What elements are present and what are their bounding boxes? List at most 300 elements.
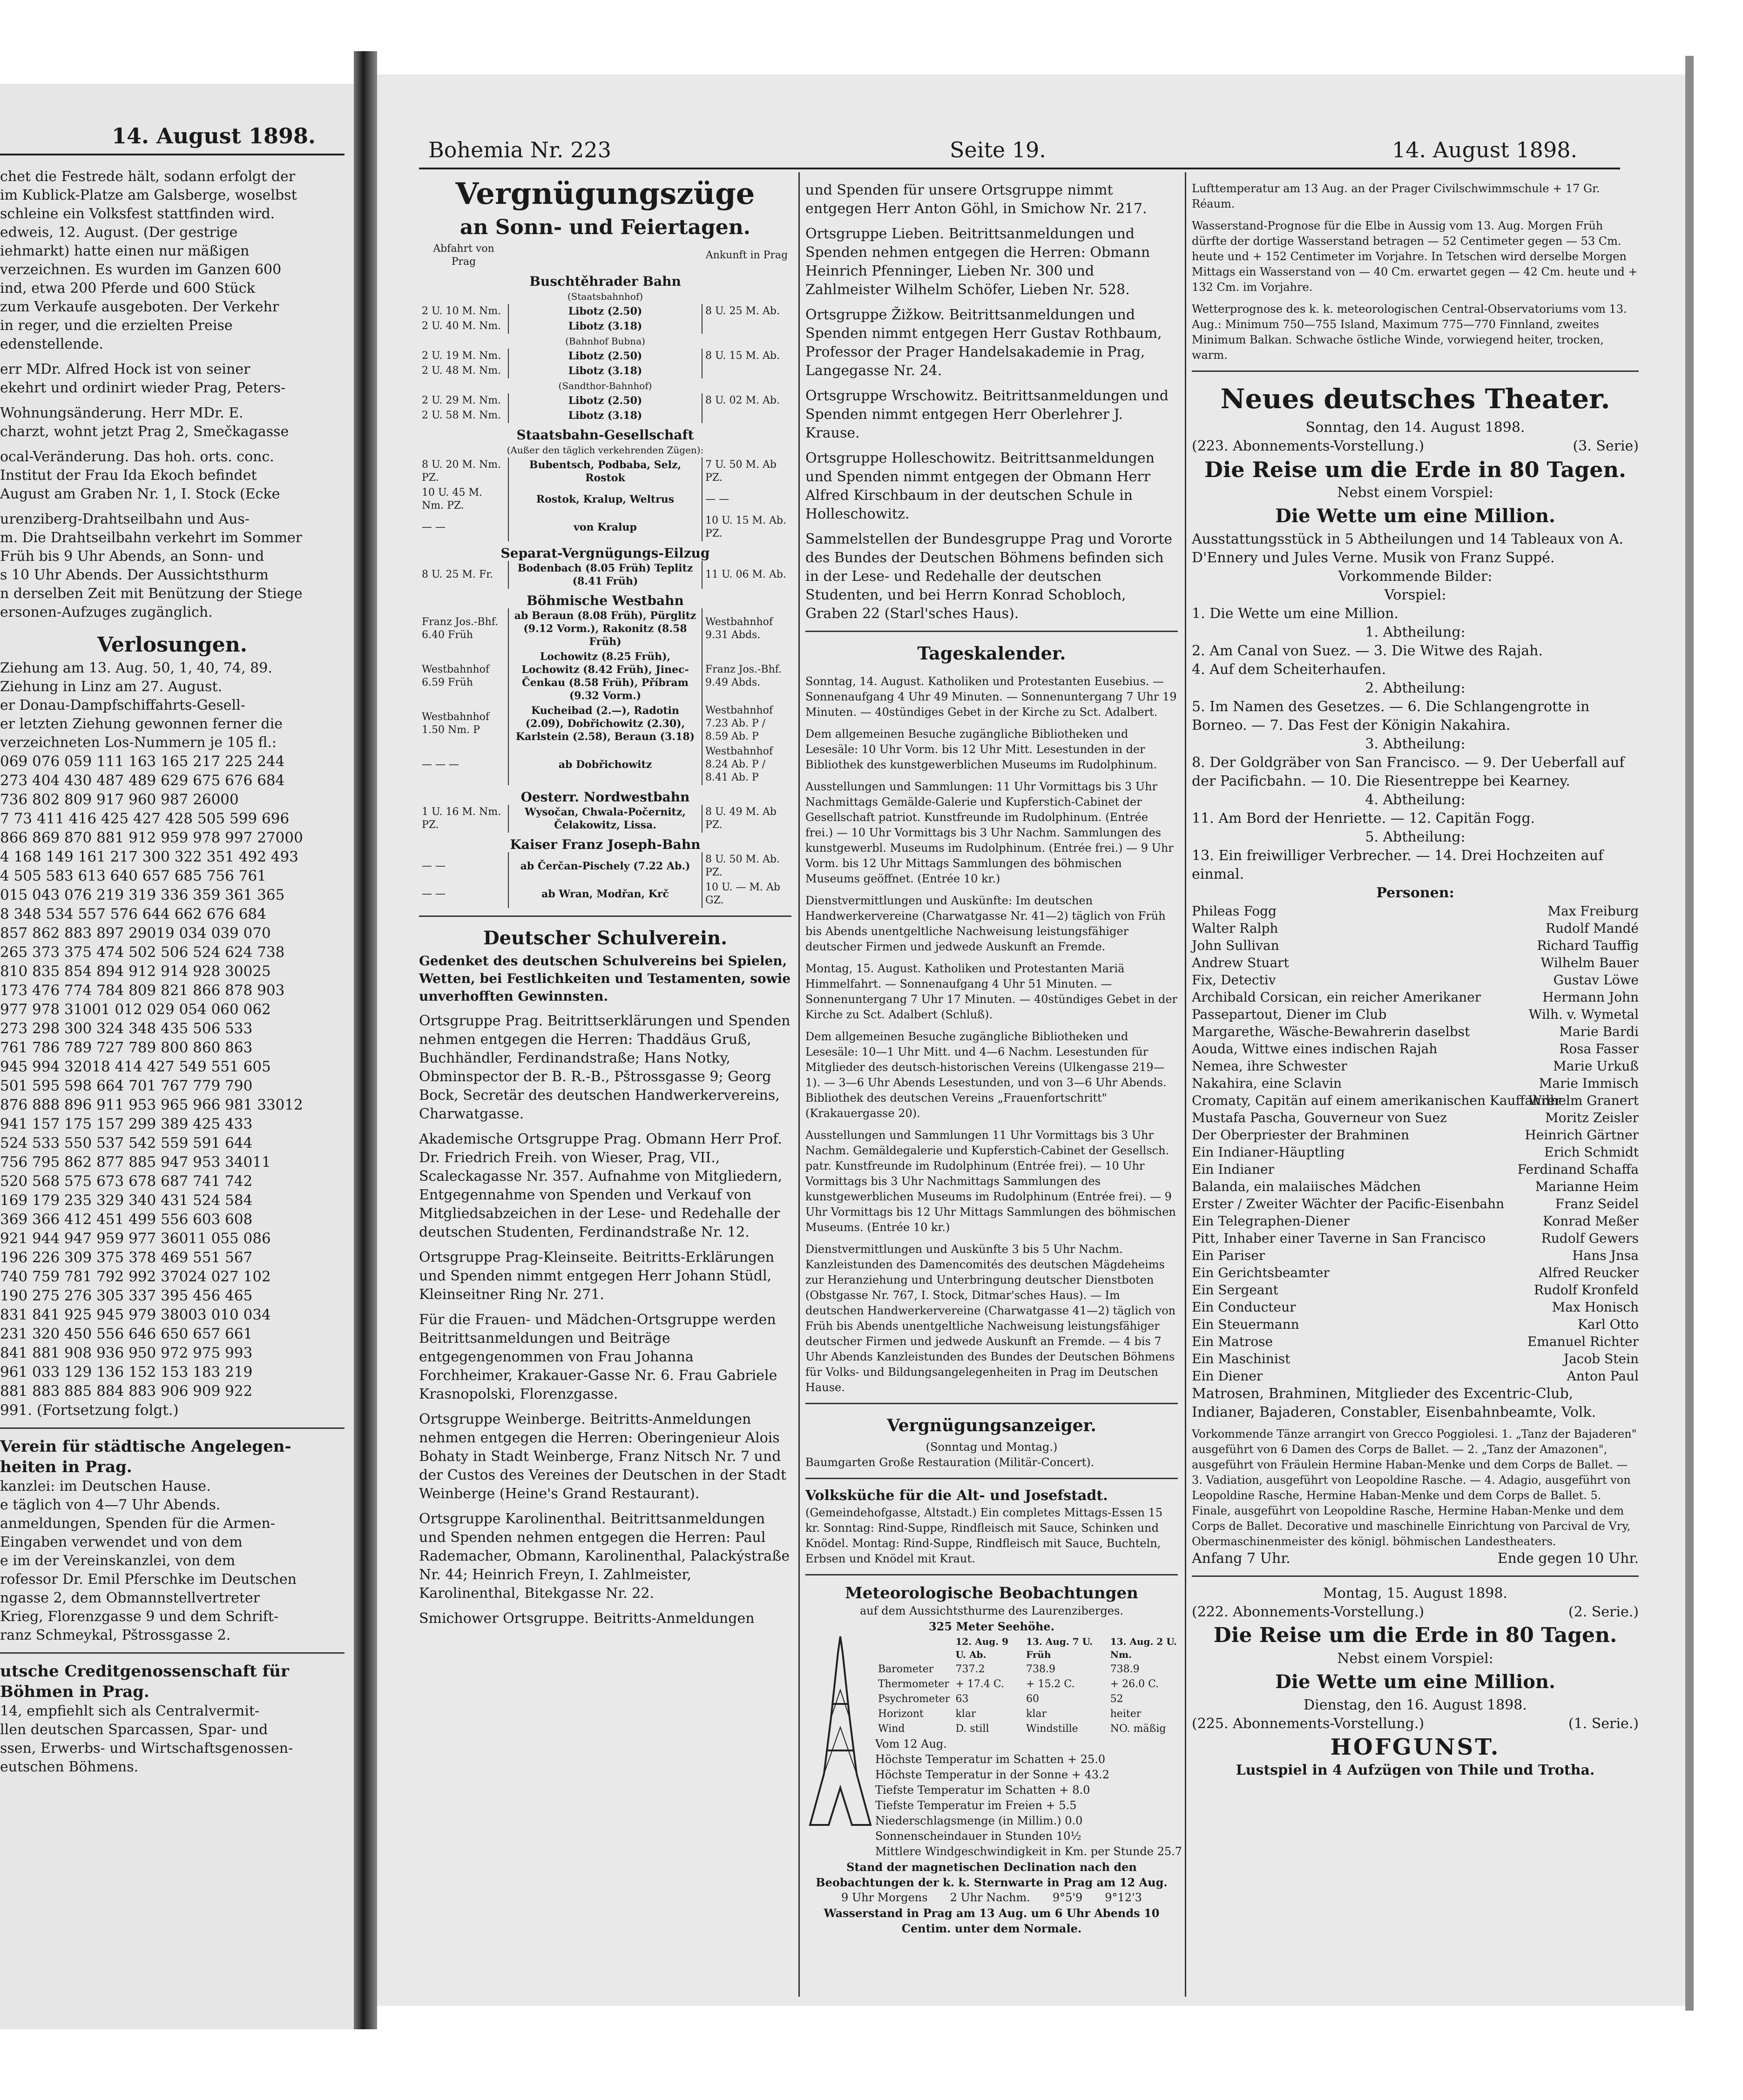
train-via: Wysočan, Chwala-Počernitz, Čelakowitz, Lissa. <box>508 805 702 833</box>
cast-actor: Heinrich Gärtner <box>1525 1127 1639 1143</box>
paragraph: Akademische Ortsgruppe Prag. Obmann Herr Prof. Dr. Friedrich Freih. von Wieser, Prag, VII., Scaleckagasse Nr. 357. Aufnahme von Mitgliedern, Entgegennahme von Spenden und Verkauf von Mitgliedsabzeichen in der Lese- und Redehalle der deutschen Studenten, Ferdinandstraße Nr. 12. <box>419 1131 783 1240</box>
text-line: edenstellende. <box>0 336 103 352</box>
cast-actor: Wilhelm Granert <box>1528 1093 1639 1108</box>
cast-actor: Wilh. v. Wymetal <box>1528 1007 1639 1022</box>
meteo-extra <box>875 1737 1182 1859</box>
train-row <box>419 408 791 423</box>
train-arr <box>702 363 791 378</box>
train-via: Lochowitz (8.25 Früh), Lochowitz (8.42 Früh), Jinec-Čenkau (8.58 Früh), Příbram (9.32 Vorm.) <box>508 649 702 703</box>
train-arr: 10 U. 15 M. Ab. PZ. <box>702 513 791 541</box>
number-line: 736 802 809 917 960 987 26000 <box>0 791 239 808</box>
schulverein-title: Deutscher Schulverein. <box>483 927 728 949</box>
scene-line: 5. Abtheilung: <box>1365 829 1466 845</box>
train-via: Kucheibad (2.—), Radotin (2.09), Dobřichowitz (2.30), Karlstein (2.58), Beraun (3.18) <box>508 703 702 744</box>
train-arr: 8 U. 15 M. Ab. <box>702 349 791 363</box>
scene-line: 5. Im Namen des Gesetzes. — 6. Die Schlangengrotte in Borneo. — 7. Das Fest der Königin Nakahira. <box>1192 699 1590 734</box>
declination-value: 2 Uhr Nachm. <box>950 1891 1030 1904</box>
paragraph: Ortsgruppe Holleschowitz. Beitrittsanmeldungen und Spenden nimmt entgegen der Obmann Herr Alfred Kirschbaum in der deutschen Schule in Holleschowitz. <box>805 450 1155 522</box>
cast-role: Aouda, Wittwe eines indischen Rajah <box>1192 1041 1438 1057</box>
meteo-cell: klar <box>1026 1708 1047 1720</box>
train-row <box>419 485 791 513</box>
cast-row <box>1192 1281 1639 1299</box>
text-line: ngasse 2, dem Obmannstellvertreter <box>0 1590 260 1606</box>
play-title: Die Reise um die Erde in 80 Tagen. <box>1204 457 1627 482</box>
train-via: Bubentsch, Podbaba, Selz, Rostok <box>508 458 702 485</box>
number-line: 921 944 947 959 977 36011 055 086 <box>0 1230 271 1247</box>
paragraph: Smichower Ortsgruppe. Beitritts-Anmeldungen <box>419 1610 755 1627</box>
scene-line: 13. Ein freiwilliger Verbrecher. — 14. Drei Hochzeiten auf einmal. <box>1192 848 1604 882</box>
calendar-entry: Montag, 15. August. Katholiken und Protestanten Mariä Himmelfahrt. — Sonnenaufgang 4 Uhr 51 Minuten. — Sonnenuntergang 7 Uhr 17 Minuten. — 40stündiges Gebet in der Kirche zu Sct. Adalbert (Schluß). <box>805 962 1178 1021</box>
lottery-intro <box>0 659 345 752</box>
train-arr <box>702 408 791 423</box>
text-line: ocal-Veränderung. Das hoh. orts. conc. <box>0 449 274 465</box>
number-line: 810 835 854 894 912 914 928 30025 <box>0 963 271 980</box>
train-arr: 10 U. — M. Ab GZ. <box>702 880 791 908</box>
text-line: e täglich von 4—7 Uhr Abends. <box>0 1497 221 1513</box>
number-line: 069 076 059 111 163 165 217 225 244 <box>0 753 285 770</box>
divider <box>0 1652 345 1654</box>
meteo-extra-line: Höchste Temperatur im Schatten + 25.0 <box>875 1753 1106 1766</box>
text-line: Wohnungsänderung. Herr MDr. E. <box>0 405 243 421</box>
scene-line: 1. Die Wette um eine Million. <box>1192 606 1398 622</box>
scenes-head: Vorkommende Bilder: <box>1338 568 1493 585</box>
text-line <box>0 504 345 510</box>
declination-value: 9°12'3 <box>1105 1891 1142 1904</box>
meteo-cell: + 15.2 C. <box>1026 1678 1075 1690</box>
divider <box>805 1574 1178 1575</box>
train-via: Libotz (3.18) <box>508 408 702 423</box>
cast-actor: Anton Paul <box>1567 1368 1639 1384</box>
paragraph: Für die Frauen- und Mädchen-Ortsgruppe werden Beitrittsanmeldungen und Beiträge entgegengenommen von Frau Johanna Forchheimer, Krakauer-Gasse Nr. 6. Frau Gabriele Krasnopolski, Florenzgasse. <box>419 1312 777 1402</box>
text-line: schleine ein Volksfest stattfinden wird. <box>0 206 275 222</box>
amusement-sub: (Sonntag und Montag.) <box>926 1440 1058 1454</box>
cast-row <box>1192 971 1639 989</box>
train-arr: Westbahnhof 9.31 Abds. <box>702 608 791 649</box>
meteo-row <box>875 1722 1182 1737</box>
paragraph: Ortsgruppe Wrschowitz. Beitrittsanmeldungen und Spenden nimmt entgegen Herr Oberlehrer J. Krause. <box>805 388 1169 441</box>
number-line: 169 179 235 329 340 431 524 584 <box>0 1192 253 1209</box>
meteo-cell: 63 <box>955 1693 969 1705</box>
train-via: Bodenbach (8.05 Früh) Teplitz (8.41 Früh) <box>508 561 702 589</box>
cast-actor: Moritz Zeisler <box>1545 1110 1639 1125</box>
subscription3-row <box>1192 1715 1639 1733</box>
train-dep: 2 U. 29 M. Nm. <box>422 395 501 406</box>
text-line: ersonen-Aufzuges zugänglich. <box>0 604 213 620</box>
text-line: err MDr. Alfred Hock ist von seiner <box>0 361 250 377</box>
cast-row <box>1192 1212 1639 1230</box>
train-row <box>419 805 791 833</box>
meteo-extra-line: Tiefste Temperatur im Freien + 5.5 <box>875 1799 1077 1812</box>
declination-value: 9°5'9 <box>1052 1891 1083 1904</box>
subscription2-row <box>1192 1603 1639 1622</box>
text-line: in reger, und die erzielten Preise <box>0 317 233 334</box>
cast-role: Nakahira, eine Sclavin <box>1192 1076 1342 1091</box>
text-line: Krieg, Florenzgasse 9 und dem Schrift- <box>0 1609 279 1625</box>
divider <box>1192 1575 1639 1577</box>
cast-role: Cromaty, Capitän auf einem amerikanischen Kauffahrer <box>1192 1093 1561 1108</box>
text-line: im Kublick-Platze am Galsberge, woselbst <box>0 187 297 203</box>
text-line: m. Die Drahtseilbahn verkehrt im Sommer <box>0 530 303 546</box>
cast-row <box>1192 920 1639 937</box>
cast-row <box>1192 1299 1639 1316</box>
text-line: anmeldungen, Spenden für die Armen- <box>0 1515 275 1532</box>
train-row <box>419 513 791 541</box>
meteo-table <box>875 1634 1182 1737</box>
number-line: 756 795 862 877 885 947 953 34011 <box>0 1154 271 1171</box>
cast-actor: Rudolf Gewers <box>1541 1231 1639 1246</box>
train-dep: 2 U. 58 M. Nm. <box>422 410 501 421</box>
number-line: 841 881 908 936 950 972 975 993 <box>0 1345 253 1361</box>
text-line <box>0 354 345 360</box>
cast-row <box>1192 1230 1639 1247</box>
cast-row <box>1192 1144 1639 1161</box>
number-line: 173 476 774 784 809 821 866 878 903 <box>0 982 285 999</box>
series: (3. Serie) <box>1573 438 1639 454</box>
text-line: rofessor Dr. Emil Pferschke im Deutschen <box>0 1571 297 1588</box>
number-line: 740 759 781 792 992 37024 027 102 <box>0 1268 271 1285</box>
train-arr: 7 U. 50 M. Ab PZ. <box>702 458 791 485</box>
scene-line: 2. Abtheilung: <box>1365 680 1466 696</box>
book-gutter <box>354 51 377 2029</box>
declination-title: Stand der magnetischen Declination nach den Beobachtungen der k. k. Sternwarte in Prag am 12 Aug. <box>816 1860 1168 1889</box>
station-name: (Staatsbahnhof) <box>567 291 643 302</box>
meteo-head: 12. Aug. 9 U. Ab. <box>955 1636 1009 1660</box>
text-line: Früh bis 9 Uhr Abends, an Sonn- und <box>0 548 264 565</box>
train-dep: 2 U. 48 M. Nm. <box>422 365 501 377</box>
left-section3-title: utsche Creditgenossenschaft für Böhmen in Prag. <box>0 1662 289 1701</box>
lottery-line: Ziehung am 13. Aug. 50, 1, 40, 74, 89. <box>0 660 272 676</box>
train-dep: 8 U. 20 M. Nm. PZ. <box>422 459 501 484</box>
cast-role: Walter Ralph <box>1192 921 1278 936</box>
cast-row <box>1192 1350 1639 1367</box>
weather-entry: Wasserstand-Prognose für die Elbe in Aussig vom 13. Aug. Morgen Früh dürfte der dortige Wasserstand betragen — 52 Centimeter gegen — 53 Cm. heute und + 152 Centimeter im Vorjahre. In Tetschen wird derselbe Morgen Mittags ein Wasserstand von — 40 Cm. erwartet gegen — 42 Cm. heute und + 132 Cm. im Vorjahre. <box>1192 219 1638 294</box>
train-via: ab Dobřichowitz <box>508 744 702 785</box>
amusement-text: Baumgarten Große Restauration (Militär-Concert). <box>805 1456 1094 1469</box>
theatre-title: Neues deutsches Theater. <box>1220 383 1610 415</box>
cast-row <box>1192 1333 1639 1350</box>
number-line: 991. (Fortsetzung folgt.) <box>0 1402 179 1419</box>
cast-row <box>1192 1109 1639 1126</box>
left-header-date: 14. August 1898. <box>112 123 316 148</box>
train-row <box>419 744 791 785</box>
cast-role: Ein Pariser <box>1192 1248 1265 1263</box>
cast-actor: Wilhelm Bauer <box>1540 955 1639 970</box>
number-line: 945 994 32018 414 427 549 551 605 <box>0 1058 271 1075</box>
train-via: ab Čerčan-Pischely (7.22 Ab.) <box>508 852 702 880</box>
meteo-cell: klar <box>955 1708 976 1720</box>
cast-actor: Karl Otto <box>1577 1317 1639 1332</box>
railway-name: Buschtěhrader Bahn <box>529 274 681 289</box>
cast-role: Erster / Zweiter Wächter der Pacific-Eisenbahn <box>1192 1196 1505 1212</box>
meteo-head: 13. Aug. 7 U. Früh <box>1026 1636 1093 1660</box>
train-arr: Westbahnhof 7.23 Ab. P / 8.59 Ab. P <box>702 703 791 744</box>
text-line: kanzlei: im Deutschen Hause. <box>0 1478 211 1494</box>
cast-role: Mustafa Pascha, Gouverneur von Suez <box>1192 1110 1447 1125</box>
header-rule <box>419 168 1620 169</box>
monday-date: Montag, 15. August 1898. <box>1323 1585 1507 1602</box>
text-line: 14, empfiehlt sich als Centralvermit- <box>0 1703 260 1719</box>
meteo-extra-line: Tiefste Temperatur im Schatten + 8.0 <box>875 1784 1090 1797</box>
text-line: n derselben Zeit mit Benützung der Stiege <box>0 586 303 602</box>
prelude2-label: Nebst einem Vorspiel: <box>1337 1650 1493 1667</box>
meteo-extra-line: Sonnenscheindauer in Stunden 10½ <box>875 1830 1081 1843</box>
meteo-extra-line: Niederschlagsmenge (in Millim.) 0.0 <box>875 1814 1083 1827</box>
railway-name: Staatsbahn-Gesellschaft <box>516 427 694 443</box>
cast-actor: Gustav Löwe <box>1553 972 1639 988</box>
left-section2-title: Verein für städtische Angelegen-heiten in Prag. <box>0 1437 291 1476</box>
scene-line: 8. Der Goldgräber von San Francisco. — 9. Der Ueberfall auf der Pacificbahn. — 10. Die Riesentreppe bei Kearney. <box>1192 754 1625 789</box>
cast-actor: Max Freiburg <box>1547 903 1639 919</box>
cast-role: Passepartout, Diener im Club <box>1192 1007 1387 1022</box>
cast-row <box>1192 1040 1639 1057</box>
train-dep: Westbahnhof 6.59 Früh <box>422 664 490 688</box>
train-dep: 2 U. 40 M. Nm. <box>422 320 501 332</box>
cast-role: Ein Gerichtsbeamter <box>1192 1265 1330 1280</box>
text-line: ind, etwa 200 Pferde und 600 Stück <box>0 280 255 296</box>
weather-entry: Lufttemperatur am 13 Aug. an der Prager Civilschwimmschule + 17 Gr. Réaum. <box>1192 182 1600 210</box>
train-row <box>419 880 791 908</box>
lottery-numbers <box>0 752 345 1420</box>
cast-list <box>1192 902 1639 1385</box>
left-header-rule <box>0 154 345 155</box>
calendar-entry: Dienstvermittlungen und Auskünfte: Im deutschen Handwerkervereine (Charwatgasse Nr. 41—2) täglich von Früh bis Abends unentgeltliche Nachweisung leistungsfähiger deutscher Firmen und jedwede Auskunft an Fremde. <box>805 894 1166 953</box>
main-page <box>377 74 1685 2006</box>
cast-role: Fix, Detectiv <box>1192 972 1276 988</box>
cast-actor: Hans Jnsa <box>1572 1248 1639 1263</box>
cast-actor: Marie Urkuß <box>1553 1058 1639 1074</box>
divider <box>0 1427 345 1429</box>
scene-line: 1. Abtheilung: <box>1365 624 1466 640</box>
calendar-entry: Dem allgemeinen Besuche zugängliche Bibliotheken und Lesesäle: 10 Uhr Vorm. bis 12 Uhr Mitt. Lesestunden in der Bibliothek des kunstgewerblichen Museums im Rudolphinum. <box>805 727 1157 771</box>
cast-role: Nemea, ihre Schwester <box>1192 1058 1347 1074</box>
column-rule <box>1185 172 1186 1997</box>
subscription2: (222. Abonnements-Vorstellung.) <box>1192 1604 1425 1620</box>
text-line <box>0 441 345 448</box>
sunday-date: Sonntag, den 14. August 1898. <box>1305 419 1525 436</box>
cast-actor: Rudolf Mandé <box>1545 921 1639 936</box>
text-line <box>0 397 345 404</box>
text-line: urenziberg-Drahtseilbahn und Aus- <box>0 511 250 527</box>
meteo-head: 13. Aug. 2 U. Nm. <box>1110 1636 1177 1660</box>
train-via: Libotz (2.50) <box>508 304 702 319</box>
train-arr: 11 U. 06 M. Ab. <box>702 561 791 589</box>
number-line: 941 157 175 157 299 389 425 433 <box>0 1116 253 1132</box>
train-row <box>419 703 791 744</box>
meteo-cell: 60 <box>1026 1693 1040 1705</box>
header-date: 14. August 1898. <box>1392 137 1578 162</box>
number-line: 273 404 430 487 489 629 675 676 684 <box>0 772 285 789</box>
train-via: ab Wran, Modřan, Krč <box>508 880 702 908</box>
train-arr: — — <box>702 485 791 513</box>
number-line: 761 786 789 727 789 800 860 863 <box>0 1039 253 1056</box>
number-line: 831 841 925 945 979 38003 010 034 <box>0 1306 271 1323</box>
train-dep: — — <box>422 888 446 900</box>
tower-illustration-icon <box>805 1634 875 1830</box>
cast-role: Ein Sergeant <box>1192 1282 1278 1298</box>
declination-value: 9 Uhr Morgens <box>841 1891 928 1904</box>
tuesday-date: Dienstag, den 16. August 1898. <box>1304 1697 1527 1713</box>
cast-actor: Marianne Heim <box>1535 1179 1639 1194</box>
cast-row <box>1192 1316 1639 1333</box>
paragraph: Ortsgruppe Prag-Kleinseite. Beitritts-Erklärungen und Spenden nimmt entgegen Herr Johann Stüdl, Kleinseitner Ring Nr. 271. <box>419 1249 775 1303</box>
meteo-cell: 52 <box>1110 1693 1123 1705</box>
section2-text <box>0 1477 345 1645</box>
cast-actor: Hermann John <box>1542 989 1639 1005</box>
number-line: 196 226 309 375 378 469 551 567 <box>0 1249 253 1266</box>
excursion-subtitle: an Sonn- und Feiertagen. <box>459 215 751 239</box>
train-row <box>419 649 791 703</box>
cast-role: Phileas Fogg <box>1192 903 1277 919</box>
railway-name: Böhmische Westbahn <box>527 593 684 608</box>
text-line: chet die Festrede hält, sodann erfolgt der <box>0 168 296 185</box>
number-line: 866 869 870 881 912 959 978 997 27000 <box>0 829 303 846</box>
cast-role: Ein Indianer-Häuptling <box>1192 1144 1345 1160</box>
train-timetable <box>419 242 791 908</box>
meteo-cell: + 17.4 C. <box>955 1678 1004 1690</box>
cast-role: Ein Conducteur <box>1192 1299 1296 1315</box>
number-line: 190 275 276 305 337 395 456 465 <box>0 1287 253 1304</box>
train-arr: 8 U. 49 M. Ab PZ. <box>702 805 791 833</box>
water-level: Wasserstand in Prag am 13 Aug. um 6 Uhr Abends 10 Centim. unter dem Normale. <box>824 1906 1160 1935</box>
number-line: 4 168 149 161 217 300 322 351 492 493 <box>0 848 298 865</box>
meteo-block <box>805 1634 1182 1859</box>
cast-actor: Ferdinand Schaffa <box>1517 1162 1639 1177</box>
text-line: llen deutschen Sparcassen, Spar- und <box>0 1722 268 1738</box>
cast-row <box>1192 1075 1639 1092</box>
cast-role: Balanda, ein malaiisches Mädchen <box>1192 1179 1421 1194</box>
scene-line: 11. Am Bord der Henriette. — 12. Capitän Fogg. <box>1192 810 1535 827</box>
train-arr: 8 U. 25 M. Ab. <box>702 304 791 319</box>
divider <box>419 915 791 917</box>
train-row <box>419 349 791 363</box>
left-text-block <box>0 168 345 622</box>
text-line: ekehrt und ordinirt wieder Prag, Peters- <box>0 380 286 396</box>
meteo-cell: Psychrometer <box>878 1693 950 1705</box>
train-dep: Westbahnhof 1.50 Nm. P <box>422 711 490 736</box>
number-line: 369 366 412 451 499 556 603 608 <box>0 1211 253 1228</box>
cast-role: Ein Steuermann <box>1192 1317 1299 1332</box>
calendar-title: Tageskalender. <box>917 643 1066 664</box>
cast-row <box>1192 1126 1639 1144</box>
number-line: 961 033 129 136 152 153 183 219 <box>0 1364 253 1380</box>
weather-prognosis <box>1192 181 1639 363</box>
number-line: 273 298 300 324 348 435 506 533 <box>0 1020 253 1037</box>
railway-name: Separat-Vergnügungs-Eilzug <box>500 545 710 561</box>
train-dep: — — <box>422 521 446 533</box>
text-line: eutschen Böhmens. <box>0 1759 139 1775</box>
railway-name: Kaiser Franz Joseph-Bahn <box>510 837 701 852</box>
end-time: Ende gegen 10 Uhr. <box>1497 1550 1639 1567</box>
divider <box>805 1478 1178 1479</box>
train-dep: — — — <box>422 759 459 770</box>
text-line: iehmarkt) hatte einen nur mäßigen <box>0 243 250 259</box>
text-line: August am Graben Nr. 1, I. Stock (Ecke <box>0 486 280 502</box>
meteo-cell: NO. mäßig <box>1110 1723 1166 1735</box>
cast-role: Archibald Corsican, ein reicher Amerikaner <box>1192 989 1481 1005</box>
train-row <box>419 393 791 408</box>
cast-role: Ein Indianer <box>1192 1162 1274 1177</box>
cast-actor: Richard Tauffig <box>1537 938 1639 953</box>
amusement-title: Vergnügungsanzeiger. <box>887 1416 1096 1435</box>
text-line: e im der Vereinskanzlei, von dem <box>0 1553 236 1569</box>
paragraph: Ortsgruppe Lieben. Beitrittsanmeldungen und Spenden nehmen entgegen die Herren: Obmann Heinrich Pfenninger, Lieben Nr. 300 und Zahlmeister Wilhelm Schöfer, Lieben Nr. 528. <box>805 226 1150 298</box>
play3-title: HOFGUNST. <box>1330 1734 1500 1760</box>
number-line: 231 320 450 556 646 650 657 661 <box>0 1326 253 1342</box>
column-1 <box>419 175 791 1990</box>
cast-actor: Rosa Fasser <box>1559 1041 1639 1057</box>
scene-list <box>1192 586 1639 884</box>
train-dep: 2 U. 19 M. Nm. <box>422 350 501 362</box>
dances: Vorkommende Tänze arrangirt von Grecco Poggiolesi. 1. „Tanz der Bajaderen" ausgeführt von 6 Damen des Corps de Ballet. — 2. „Tanz der Amazonen", ausgeführt von Fräulein Hermine Haban-Menke und dem Corps de Ballet. — 3. Vadiation, ausgeführt von Leopoldine Rasche. — 4. Adagio, ausgeführt von Leopoldine Rasche, Hermine Haban-Menke und dem Corps de Ballet. 5. Finale, ausgeführt von Leopoldine Rasche, Hermine Haban-Menke und dem Corps de Ballet. Decorative und maschinelle Einrichtung von Parcival de Vry, Obermaschinenmeister des königl. böhmischen Landestheaters. <box>1192 1427 1637 1548</box>
station-name: (Sandthor-Bahnhof) <box>558 380 652 391</box>
train-row <box>419 561 791 589</box>
cast-head: Personen: <box>1376 885 1454 901</box>
train-row <box>419 319 791 334</box>
number-line: 881 883 885 884 883 906 909 922 <box>0 1383 253 1400</box>
cast-row <box>1192 1247 1639 1264</box>
number-line: 876 888 896 911 953 965 966 981 33012 <box>0 1097 303 1113</box>
train-dep: Franz Jos.-Bhf. 6.40 Früh <box>422 616 499 641</box>
cast-tail: Matrosen, Brahminen, Mitglieder des Excentric-Club, Indianer, Bajaderen, Constabler, Eisenbahnbeamte, Volk. <box>1192 1386 1596 1420</box>
cast-row <box>1192 1057 1639 1075</box>
cast-role: Ein Diener <box>1192 1368 1263 1384</box>
train-dep: 8 U. 25 M. Fr. <box>422 569 493 580</box>
cast-row <box>1192 1006 1639 1023</box>
train-dep: 10 U. 45 M. Nm. PZ. <box>422 487 483 512</box>
scene-line: Vorspiel: <box>1384 587 1446 603</box>
prelude2-title: Die Wette um eine Million. <box>1275 1671 1555 1693</box>
train-dep: 1 U. 16 M. Nm. PZ. <box>422 806 501 831</box>
subscription-row <box>1192 437 1639 456</box>
left-column <box>0 168 345 2020</box>
column-3 <box>1192 175 1639 1990</box>
series3: (1. Serie.) <box>1568 1716 1639 1732</box>
train-row <box>419 852 791 880</box>
meteo-cell: 738.9 <box>1110 1663 1140 1675</box>
text-line: Eingaben verwendet und von dem <box>0 1534 243 1550</box>
cast-row <box>1192 1367 1639 1385</box>
meteo-title: Meteorologische Beobachtungen <box>845 1584 1138 1602</box>
cast-actor: Rudolf Kronfeld <box>1534 1282 1639 1298</box>
meteo-row <box>875 1707 1182 1722</box>
cast-actor: Max Honisch <box>1552 1299 1639 1315</box>
cast-actor: Erich Schmidt <box>1544 1144 1639 1160</box>
cast-actor: Franz Seidel <box>1555 1196 1639 1212</box>
meteo-cell: + 26.0 C. <box>1110 1678 1159 1690</box>
section3-text <box>0 1702 345 1777</box>
number-line: 265 373 375 474 502 506 524 624 738 <box>0 944 285 961</box>
paragraph: und Spenden für unsere Ortsgruppe nimmt entgegen Herr Anton Göhl, in Smichow Nr. 217. <box>805 182 1147 217</box>
prelude-title: Die Wette um eine Million. <box>1275 505 1555 527</box>
station-name: (Bahnhof Bubna) <box>565 336 645 347</box>
paragraph: Ortsgruppe Weinberge. Beitritts-Anmeldungen nehmen entgegen die Herren: Oberingenieur Alois Bohaty in Stadt Weinberge, Franz Nitsch Nr. 7 und der Custos des Vereines der Deutschen in der Stadt Weinberge (Heine's Grand Restaurant). <box>419 1411 786 1502</box>
train-via: Libotz (2.50) <box>508 393 702 408</box>
prelude-label: Nebst einem Vorspiel: <box>1337 485 1493 501</box>
divider <box>1192 370 1639 372</box>
divider <box>805 631 1178 632</box>
train-via: von Kralup <box>508 513 702 541</box>
train-row <box>419 458 791 485</box>
train-via: Libotz (2.50) <box>508 349 702 363</box>
text-line: ranz Schmeykal, Pštrossgasse 2. <box>0 1627 231 1643</box>
number-line: 501 595 598 664 701 767 779 790 <box>0 1077 253 1094</box>
station-name: (Außer den täglich verkehrenden Zügen): <box>507 444 704 456</box>
divider <box>805 1403 1178 1404</box>
lottery-line: Ziehung in Linz am 27. August. <box>0 679 223 695</box>
schulverein-paragraphs <box>419 1012 791 1628</box>
number-line: 4 505 583 613 640 657 685 756 761 <box>0 868 266 884</box>
meteo-cell: Horizont <box>878 1708 924 1720</box>
